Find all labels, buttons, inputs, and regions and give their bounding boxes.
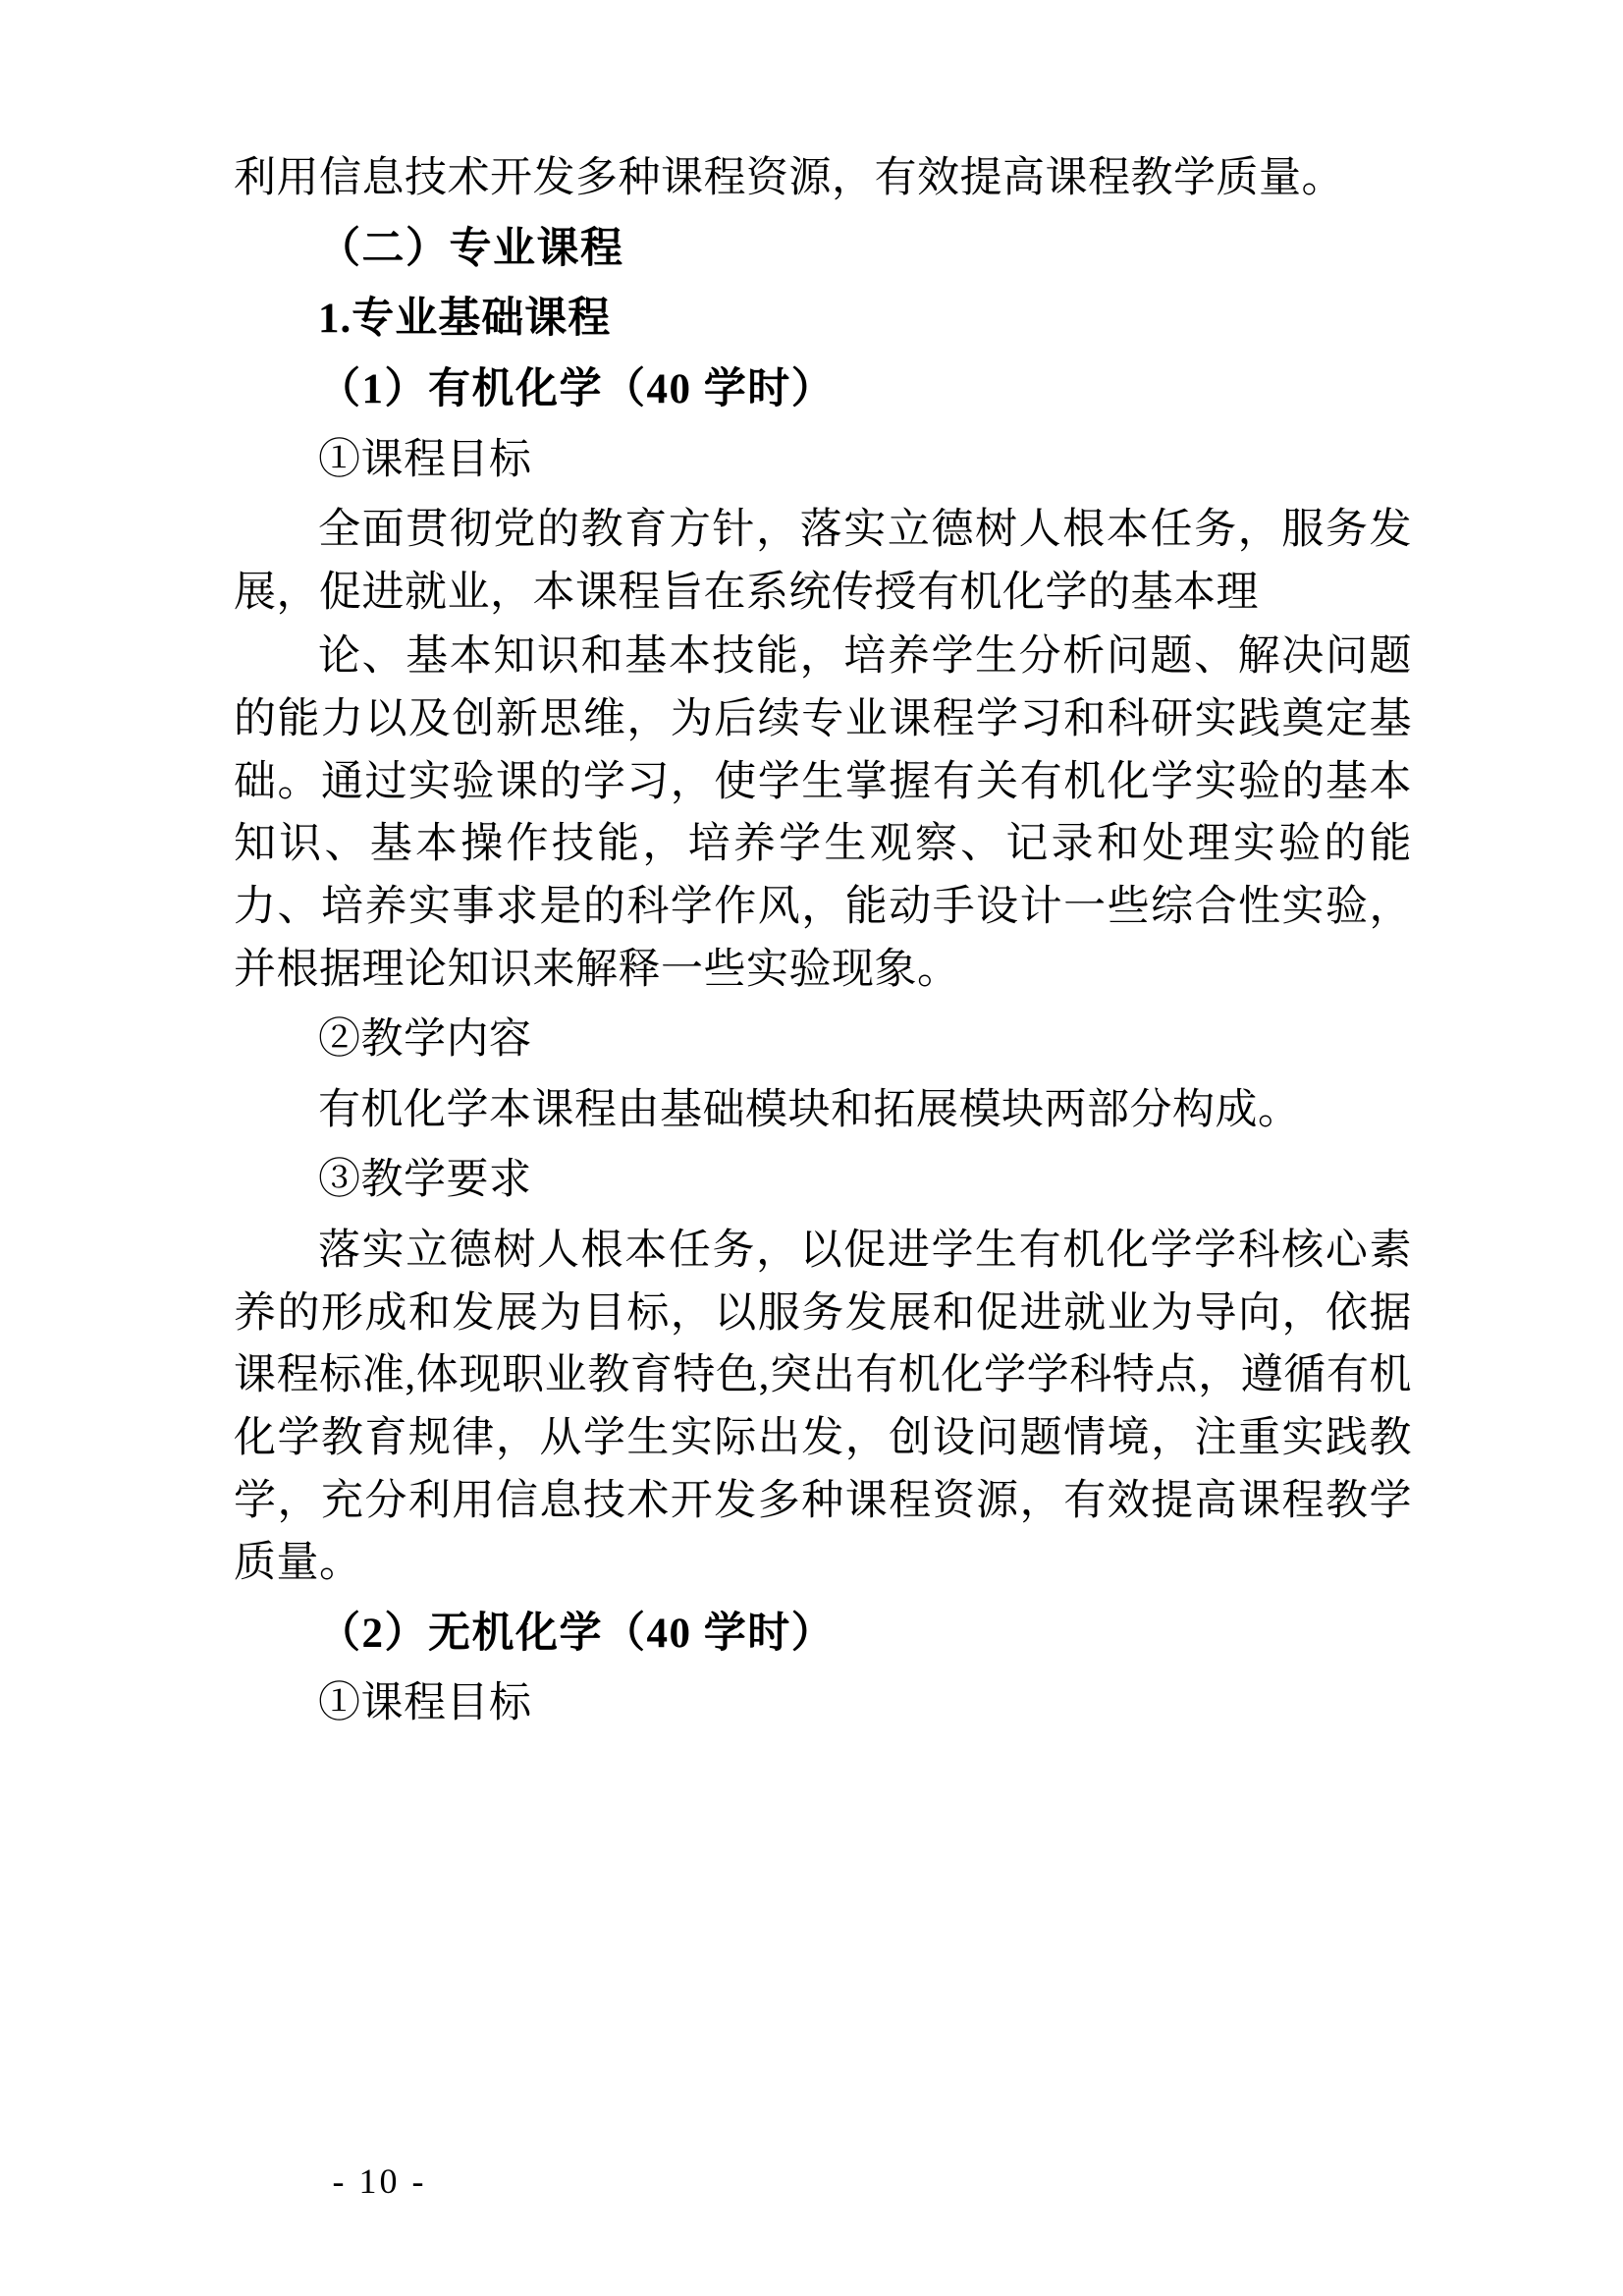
item-label-course-objective-2: ①课程目标 bbox=[318, 1680, 532, 1727]
page-number: - 10 - bbox=[332, 2161, 427, 2201]
section-heading: （二）专业课程 bbox=[318, 225, 624, 272]
course-heading-organic-chemistry: （1）有机化学（40 学时） bbox=[318, 365, 836, 412]
item-label-teaching-content: ②教学内容 bbox=[318, 1016, 532, 1064]
item-label-course-objective: ①课程目标 bbox=[318, 436, 532, 483]
document-body bbox=[234, 147, 1412, 1735]
page-footer bbox=[0, 2160, 1623, 2202]
subsection-heading: 1.专业基础课程 bbox=[318, 296, 612, 343]
carry-over-line: 利用信息技术开发多种课程资源，有效提高课程教学质量。 bbox=[234, 155, 1344, 201]
paragraph-course-objective-part2: 论、基本知识和基本技能，培养学生分析问题、解决问题的能力以及创新思维，为后续专业课程学习和科研实践奠定基础。通过实验课的学习，使学生掌握有关有机化学实验的基本知识、基本操作技能，培养学生观察、记录和处理实验的能力、培养实事求是的科学作风，能动手设计一些综合性实验，并根据理论知识来解释一些实验现象。 bbox=[234, 633, 1412, 993]
item-label-teaching-requirement: ③教学要求 bbox=[318, 1157, 532, 1204]
course-heading-inorganic-chemistry: （2）无机化学（40 学时） bbox=[318, 1610, 836, 1657]
paragraph-teaching-requirement: 落实立德树人根本任务，以促进学生有机化学学科核心素养的形成和发展为目标，以服务发展和促进就业为导向，依据课程标准,体现职业教育特色,突出有机化学学科特点，遵循有机化学教育规律，从学生实际出发，创设问题情境，注重实践教学，充分利用信息技术开发多种课程资源，有效提高课程教学质量。 bbox=[234, 1228, 1412, 1587]
paragraph-course-objective-part1: 全面贯彻党的教育方针，落实立德树人根本任务，服务发展，促进就业，本课程旨在系统传授有机化学的基本理 bbox=[234, 507, 1412, 616]
paragraph-teaching-content: 有机化学本课程由基础模块和拓展模块两部分构成。 bbox=[318, 1086, 1301, 1133]
